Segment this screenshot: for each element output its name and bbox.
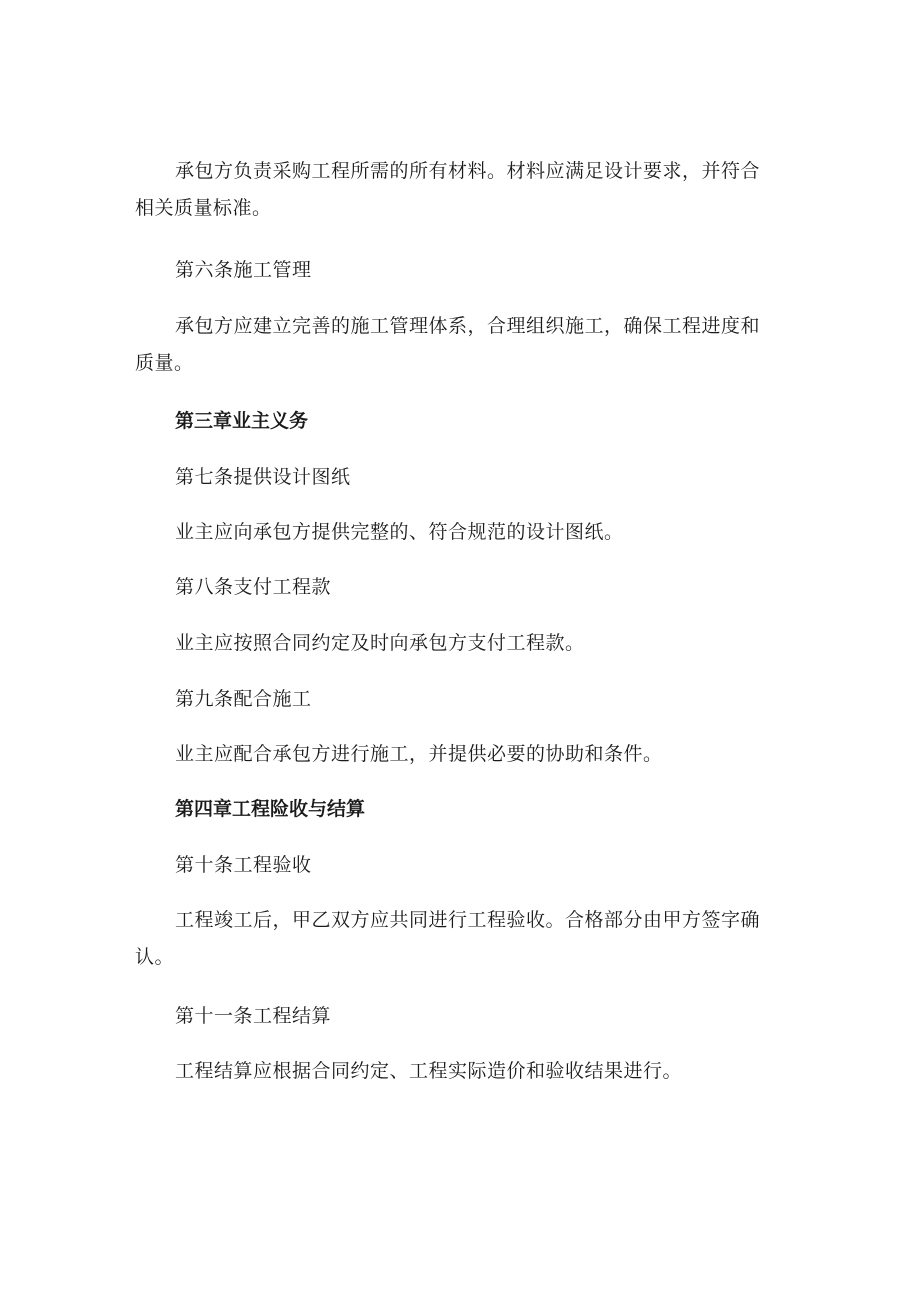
- paragraph-construction-management: 承包方应建立完善的施工管理体系，合理组织施工，确保工程进度和质量。: [135, 315, 761, 374]
- paragraph-settlement: 工程结算应根据合同约定、工程实际造价和验收结果进行。: [175, 1060, 683, 1082]
- paragraph-acceptance: 工程竣工后，甲乙双方应共同进行工程验收。合格部分由甲方签字确认。: [135, 909, 761, 968]
- paragraph-materials: 承包方负责采购工程所需的所有材料。材料应满足设计要求，并符合相关质量标准。: [135, 160, 761, 219]
- paragraph-payment: 业主应按照合同约定及时向承包方支付工程款。: [175, 632, 585, 654]
- article-8-title: 第八条支付工程款: [175, 576, 332, 598]
- article-6-title: 第六条施工管理: [175, 259, 312, 281]
- chapter-4-title: 第四章工程险收与结算: [175, 798, 366, 820]
- article-11-title: 第十一条工程结算: [175, 1005, 332, 1027]
- paragraph-design-drawings: 业主应向承包方提供完整的、符合规范的设计图纸。: [175, 521, 624, 543]
- chapter-3-title: 第三章业主义务: [175, 410, 309, 432]
- paragraph-cooperation: 业主应配合承包方进行施工，并提供必要的协助和条件。: [175, 743, 663, 765]
- article-7-title: 第七条提供设计图纸: [175, 466, 351, 488]
- article-10-title: 第十条工程验收: [175, 854, 312, 876]
- article-9-title: 第九条配合施工: [175, 688, 312, 710]
